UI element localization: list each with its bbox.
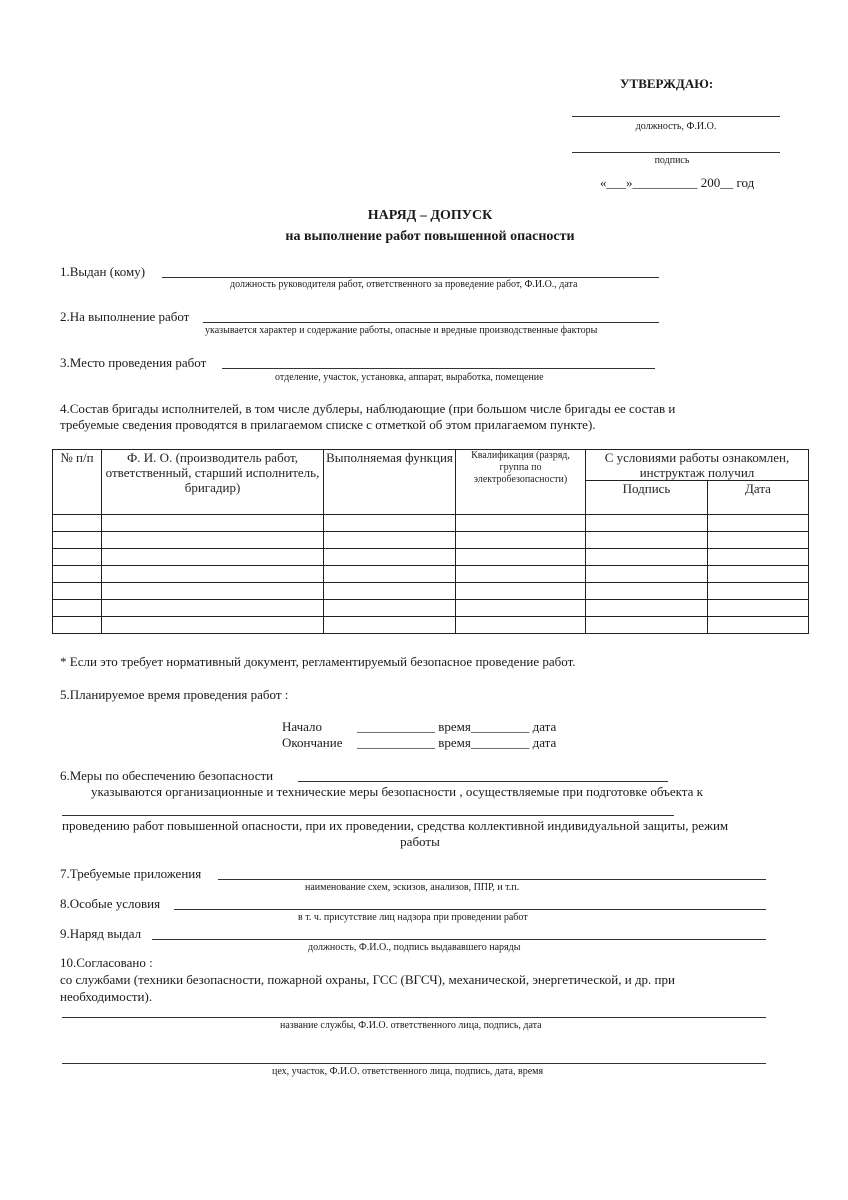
table-cell[interactable] <box>324 600 456 617</box>
table-cell[interactable] <box>102 600 324 617</box>
work-field[interactable] <box>203 322 659 323</box>
table-cell[interactable] <box>708 515 809 532</box>
table-cell[interactable] <box>324 515 456 532</box>
attachments-hint: наименование схем, эскизов, анализов, ППР, и т.п. <box>305 882 520 893</box>
col-signature-header: Подпись <box>586 481 708 515</box>
table-cell[interactable] <box>53 600 102 617</box>
agreed-line-1: со службами (техники безопасности, пожарной охраны, ГСС (ВГСЧ), механической, энергетической, и др. при <box>60 972 675 987</box>
safety-label: 6.Меры по обеспечению безопасности <box>60 768 274 783</box>
table-cell[interactable] <box>456 617 586 634</box>
table-cell[interactable] <box>53 532 102 549</box>
table-cell[interactable] <box>456 532 586 549</box>
safety-hint-3: работы <box>400 834 440 849</box>
table-cell[interactable] <box>456 583 586 600</box>
table-row <box>53 617 809 634</box>
table-cell[interactable] <box>708 600 809 617</box>
table-cell[interactable] <box>708 566 809 583</box>
table-cell[interactable] <box>53 617 102 634</box>
issued-by-field[interactable] <box>152 939 766 940</box>
agreed-service-field[interactable] <box>62 1017 766 1018</box>
crew-text-line1: 4.Состав бригады исполнителей, в том числе дублеры, наблюдающие (при большом числе бригады ее состав и <box>60 401 676 416</box>
table-row <box>53 515 809 532</box>
table-cell[interactable] <box>708 549 809 566</box>
issued-to-label: 1.Выдан (кому) <box>60 264 146 279</box>
table-cell[interactable] <box>586 566 708 583</box>
special-hint: в т. ч. присутствие лиц надзора при проведении работ <box>298 912 528 923</box>
special-label: 8.Особые условия <box>60 896 161 911</box>
table-cell[interactable] <box>456 600 586 617</box>
document-title: НАРЯД – ДОПУСК <box>367 208 493 223</box>
special-field[interactable] <box>174 909 766 910</box>
table-cell[interactable] <box>708 617 809 634</box>
issued-by-hint: должность, Ф.И.О., подпись выдававшего наряды <box>308 942 521 953</box>
col-fio-header: Ф. И. О. (производитель работ, ответственный, старший исполнитель, бригадир) <box>102 450 324 515</box>
signature-hint: подпись <box>654 155 690 166</box>
col-function-header: Выполняемая функция <box>324 450 456 515</box>
table-cell[interactable] <box>102 549 324 566</box>
col-acknowledged-header: С условиями работы ознакомлен, инструктаж получил <box>586 450 809 481</box>
crew-text-line2: требуемые сведения проводятся в прилагаемом списке с отметкой об этом прилагаемом пункте). <box>60 417 596 432</box>
table-cell[interactable] <box>53 583 102 600</box>
safety-field[interactable] <box>298 781 668 782</box>
table-cell[interactable] <box>708 583 809 600</box>
table-cell[interactable] <box>102 532 324 549</box>
attachments-field[interactable] <box>218 879 766 880</box>
approve-title: УТВЕРЖДАЮ: <box>620 76 714 91</box>
table-cell[interactable] <box>586 600 708 617</box>
table-row <box>53 600 809 617</box>
table-cell[interactable] <box>102 515 324 532</box>
footnote: * Если это требует нормативный документ, регламентируемый безопасное проведение работ. <box>60 654 576 669</box>
table-cell[interactable] <box>102 617 324 634</box>
end-label: Окончание <box>282 735 343 750</box>
table-cell[interactable] <box>324 532 456 549</box>
table-cell[interactable] <box>324 583 456 600</box>
table-cell[interactable] <box>708 532 809 549</box>
table-cell[interactable] <box>53 515 102 532</box>
table-cell[interactable] <box>53 566 102 583</box>
table-cell[interactable] <box>53 549 102 566</box>
issued-to-field[interactable] <box>162 277 659 278</box>
col-date-header: Дата <box>708 481 809 515</box>
planned-label: 5.Планируемое время проведения работ : <box>60 687 289 702</box>
start-fields[interactable]: ____________ время_________ дата <box>357 719 557 734</box>
work-label: 2.На выполнение работ <box>60 309 190 324</box>
position-line <box>572 116 780 117</box>
table-cell[interactable] <box>102 583 324 600</box>
start-label: Начало <box>282 719 323 734</box>
crew-table <box>52 449 809 634</box>
table-cell[interactable] <box>456 515 586 532</box>
work-hint: указывается характер и содержание работы, опасные и вредные производственные факторы <box>205 325 598 336</box>
table-cell[interactable] <box>586 617 708 634</box>
table-cell[interactable] <box>456 549 586 566</box>
agreed-shop-field[interactable] <box>62 1063 766 1064</box>
attachments-label: 7.Требуемые приложения <box>60 866 202 881</box>
table-cell[interactable] <box>324 549 456 566</box>
table-cell[interactable] <box>586 515 708 532</box>
end-fields[interactable]: ____________ время_________ дата <box>357 735 557 750</box>
table-cell[interactable] <box>586 549 708 566</box>
table-row <box>53 583 809 600</box>
place-hint: отделение, участок, установка, аппарат, выработка, помещение <box>275 372 544 383</box>
safety-field-2[interactable] <box>62 815 674 816</box>
table-cell[interactable] <box>586 532 708 549</box>
col-num-header: № п/п <box>53 450 102 515</box>
table-row <box>53 532 809 549</box>
table-cell[interactable] <box>324 566 456 583</box>
signature-line <box>572 152 780 153</box>
date-line: «___»__________ 200__ год <box>600 175 755 190</box>
issued-to-hint: должность руководителя работ, ответственного за проведение работ, Ф.И.О., дата <box>230 279 578 290</box>
agreed-line-2: необходимости). <box>60 989 153 1004</box>
agreed-service-hint: название службы, Ф.И.О. ответственного лица, подпись, дата <box>280 1020 542 1031</box>
table-cell[interactable] <box>102 566 324 583</box>
issued-by-label: 9.Наряд выдал <box>60 926 142 941</box>
table-cell[interactable] <box>456 566 586 583</box>
table-row <box>53 549 809 566</box>
table-cell[interactable] <box>324 617 456 634</box>
table-row <box>53 566 809 583</box>
col-qualification-header: Квалификация (разряд, группа по электробезопасности) <box>456 450 586 515</box>
agreed-shop-hint: цех, участок, Ф.И.О. ответственного лица, подпись, дата, время <box>272 1066 544 1077</box>
safety-hint-1: указываются организационные и технические меры безопасности , осуществляемые при подготовке объекта к <box>91 784 703 799</box>
position-hint: должность, Ф.И.О. <box>635 121 717 132</box>
table-cell[interactable] <box>586 583 708 600</box>
agreed-label: 10.Согласовано : <box>60 955 153 970</box>
place-label: 3.Место проведения работ <box>60 355 207 370</box>
safety-hint-2: проведению работ повышенной опасности, при их проведении, средства коллективной индивидуальной защиты, режим <box>62 818 729 833</box>
place-field[interactable] <box>222 368 655 369</box>
document-subtitle: на выполнение работ повышенной опасности <box>285 229 575 244</box>
